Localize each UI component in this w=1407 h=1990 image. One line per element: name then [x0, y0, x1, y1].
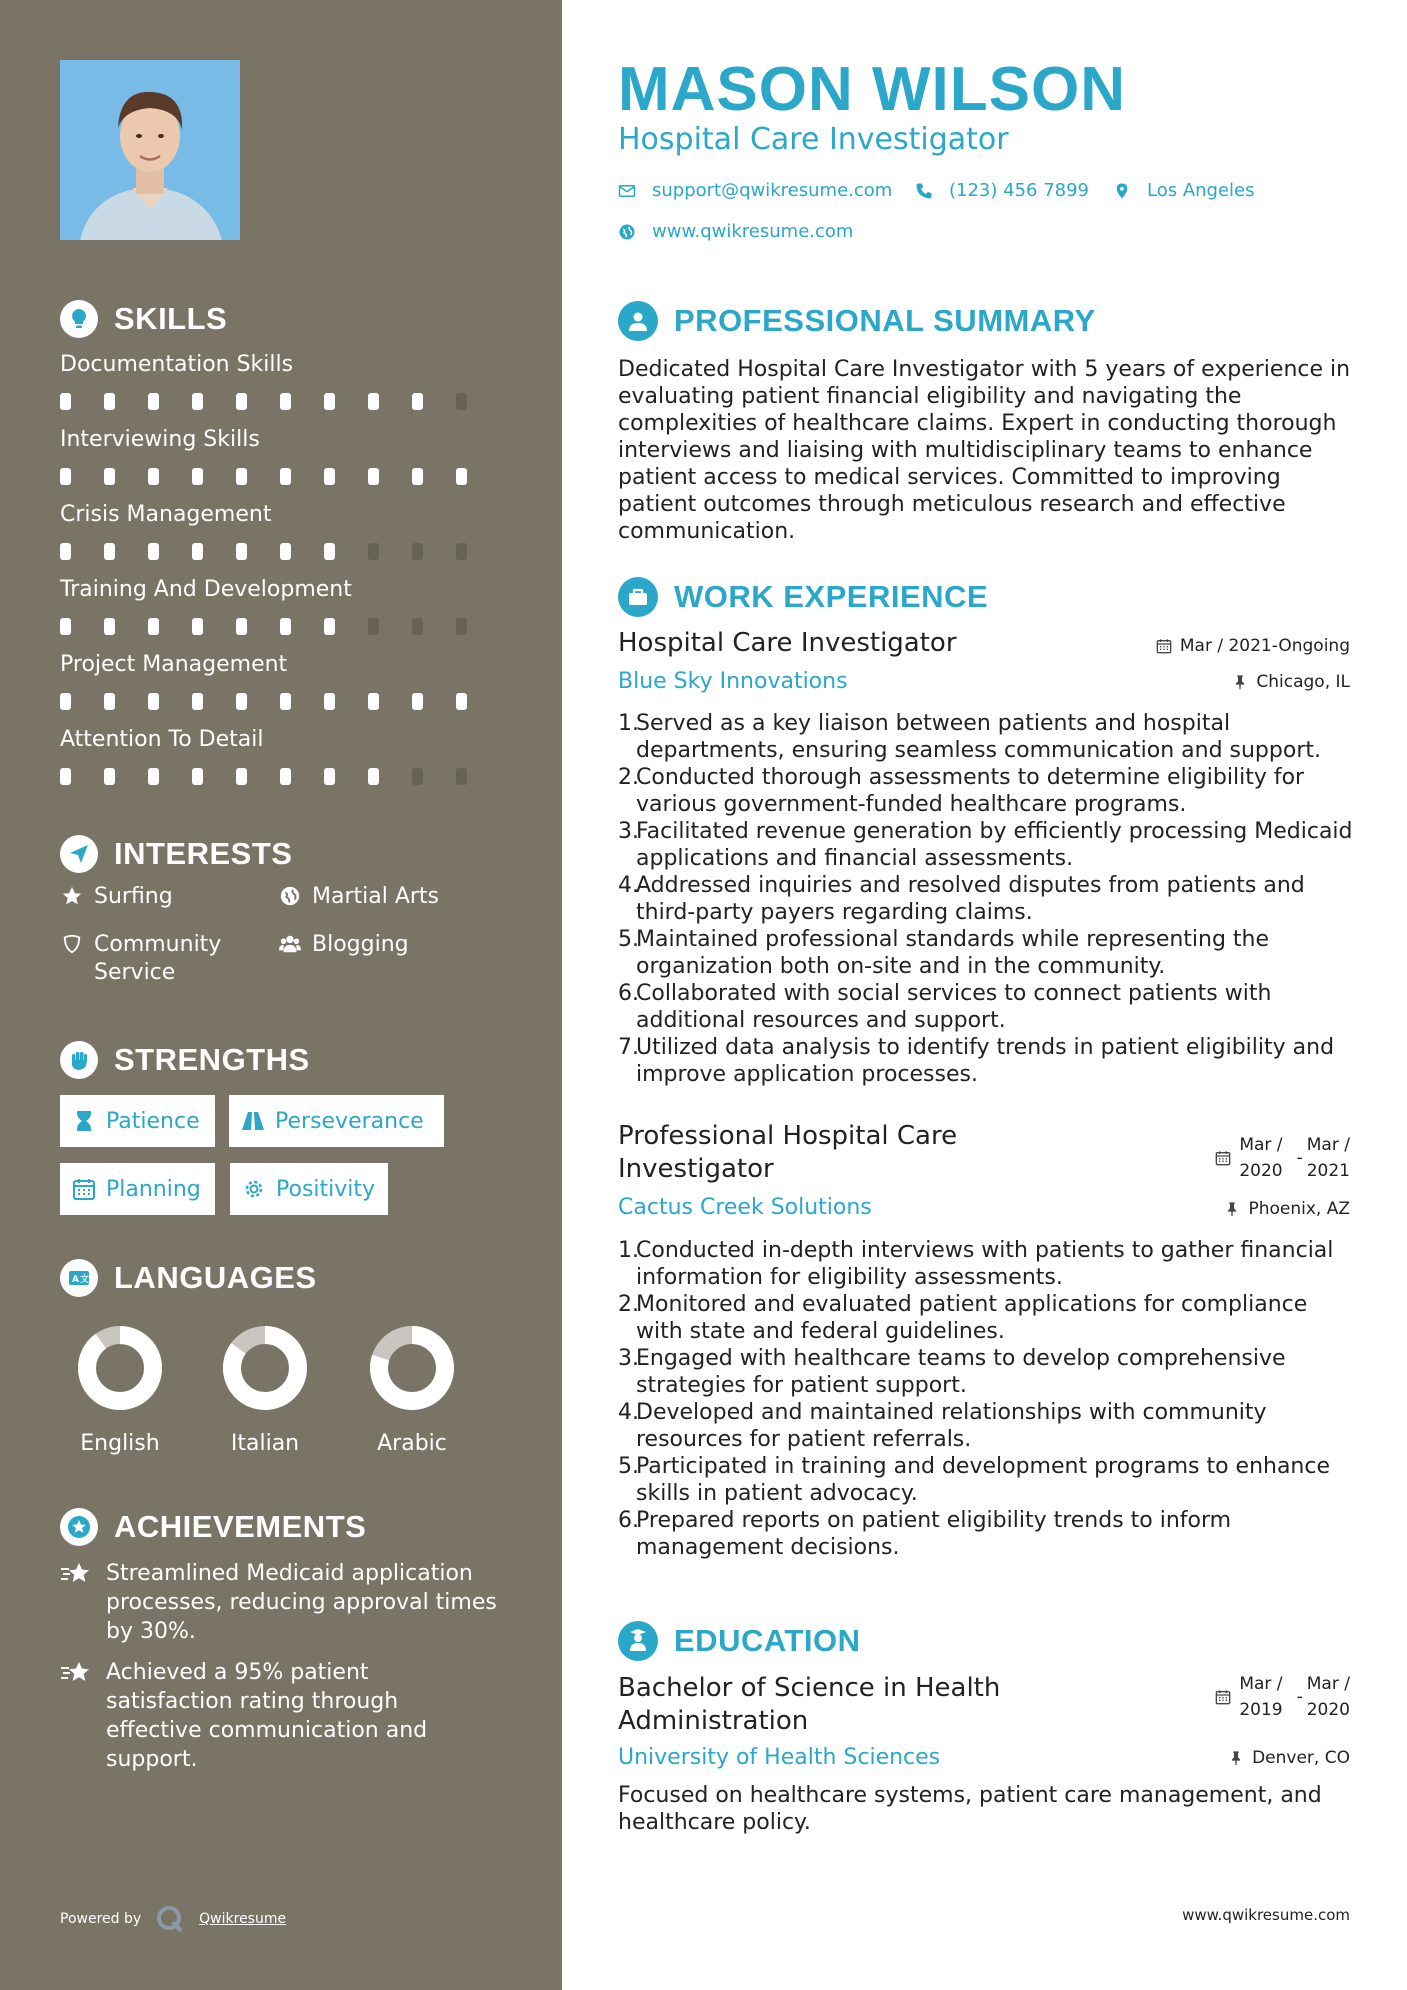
- skill-dot-empty: [456, 618, 467, 635]
- skill-item: [60, 726, 500, 785]
- shield-icon: [60, 931, 84, 987]
- translate-icon: [60, 1259, 98, 1297]
- skill-dot-filled: [368, 468, 379, 485]
- item-text: Collaborated with social services to connect patients with additional resources and support.: [636, 981, 1272, 1033]
- footer-url[interactable]: www.qwikresume.com: [1182, 1906, 1350, 1924]
- skill-dot-filled: [192, 693, 203, 710]
- achievement-text: Achieved a 95% patient satisfaction rating through effective communication and support.: [106, 1660, 428, 1772]
- phone-text: (123) 456 7899: [949, 180, 1090, 201]
- strength-label: Patience: [106, 1108, 200, 1134]
- item-text: Developed and maintained relationships with community resources for patient referrals.: [636, 1400, 1267, 1452]
- calendar-icon: [1215, 1150, 1231, 1166]
- skill-name: Training And Development: [60, 577, 352, 602]
- interest-label: Martial Arts: [312, 884, 440, 909]
- item-number: 5.: [618, 1454, 639, 1479]
- item-number: 3.: [618, 819, 639, 844]
- education-school: University of Health Sciences: [618, 1745, 941, 1770]
- strength-label: Planning: [106, 1176, 201, 1202]
- responsibility-item: [618, 1345, 1358, 1399]
- strength-label: Perseverance: [275, 1108, 424, 1134]
- summary-text: Dedicated Hospital Care Investigator with 5 years of experience in evaluating patient financial eligibility and navigating the complexities of healthcare claims. Expert in conducting thorough interviews and liaising with multidisciplinary teams to enhance patient access to medical services. Committed to improving patient outcomes through meticulous research and effective communication.: [618, 357, 1351, 544]
- responsibility-item: [618, 1034, 1358, 1088]
- strength-patience: [60, 1095, 215, 1147]
- responsibility-item: [618, 764, 1358, 818]
- job-location-text: Chicago, IL: [1256, 672, 1350, 692]
- job-end-month: Mar /: [1306, 1135, 1350, 1155]
- skill-dot-empty: [456, 393, 467, 410]
- skill-dot-filled: [236, 768, 247, 785]
- item-number: 5.: [618, 927, 639, 952]
- job-date: Mar / 2020 - Mar / 2021: [1215, 1132, 1350, 1184]
- skills-heading-label: SKILLS: [114, 301, 228, 336]
- skill-dot-filled: [324, 468, 335, 485]
- job-location: [1224, 1199, 1350, 1219]
- achievements-heading: [60, 1508, 366, 1546]
- contact-website[interactable]: [618, 221, 853, 242]
- candidate-title: Hospital Care Investigator: [618, 122, 1009, 157]
- item-number: 6.: [618, 981, 639, 1006]
- skill-dot-filled: [192, 543, 203, 560]
- skill-dot-empty: [412, 618, 423, 635]
- language-level-arc: [87, 1335, 153, 1401]
- achievement-text: Streamlined Medicaid application processes, reducing approval times by 30%.: [106, 1561, 497, 1644]
- skill-dot-filled: [324, 693, 335, 710]
- responsibility-item: [618, 1399, 1358, 1453]
- skill-dot-filled: [456, 693, 467, 710]
- responsibility-item: [618, 926, 1358, 980]
- calendar-icon: [72, 1177, 96, 1201]
- skill-dot-filled: [192, 393, 203, 410]
- skill-dot-filled: [60, 693, 71, 710]
- skill-dot-filled: [104, 543, 115, 560]
- map-pin-icon: [1113, 182, 1131, 200]
- item-number: 4.: [618, 1400, 639, 1425]
- skill-dot-filled: [412, 468, 423, 485]
- skill-dot-filled: [192, 618, 203, 635]
- item-text: Monitored and evaluated patient applications for compliance with state and federal guidelines.: [636, 1292, 1308, 1344]
- skill-dot-filled: [148, 618, 159, 635]
- item-text: Addressed inquiries and resolved disputes from patients and third-party payers regarding claims.: [636, 873, 1305, 925]
- language-level-ring: [222, 1325, 308, 1411]
- responsibility-item: [618, 1291, 1358, 1345]
- skill-dot-filled: [104, 618, 115, 635]
- skill-dot-filled: [324, 393, 335, 410]
- skill-dot-empty: [412, 543, 423, 560]
- strength-label: Positivity: [276, 1176, 376, 1202]
- job-start-month: Mar /: [1239, 1135, 1283, 1155]
- item-number: 2.: [618, 765, 639, 790]
- skill-item: [60, 351, 500, 410]
- qwikresume-logo-icon: [155, 1904, 185, 1934]
- job-date: [1156, 636, 1350, 656]
- skill-name: Attention To Detail: [60, 727, 264, 752]
- language-name: Arabic: [377, 1431, 447, 1456]
- skill-dot-filled: [60, 393, 71, 410]
- responsibility-item: [618, 818, 1358, 872]
- skill-dot-filled: [412, 393, 423, 410]
- envelope-icon: [618, 182, 636, 200]
- item-number: 2.: [618, 1292, 639, 1317]
- item-number: 4.: [618, 873, 639, 898]
- powered-by: [60, 1904, 286, 1934]
- skill-dot-filled: [60, 468, 71, 485]
- skill-dot-filled: [236, 693, 247, 710]
- responsibility-item: [618, 1507, 1358, 1561]
- responsibility-item: [618, 980, 1358, 1034]
- interest-item-surfing: [60, 883, 173, 911]
- pin-icon: [1232, 674, 1248, 690]
- edu-start-year: 2019: [1239, 1700, 1283, 1720]
- phone-icon: [915, 182, 933, 200]
- experience-heading-label: WORK EXPERIENCE: [674, 579, 989, 614]
- summary-heading: [618, 301, 1096, 341]
- skill-dot-empty: [456, 768, 467, 785]
- job-role-line: Investigator: [618, 1154, 774, 1184]
- pin-icon: [1224, 1201, 1240, 1217]
- skill-dot-filled: [280, 543, 291, 560]
- item-text: Conducted thorough assessments to determine eligibility for various government-funded healthcare programs.: [636, 765, 1305, 817]
- skill-dot-filled: [236, 468, 247, 485]
- strength-positivity: [230, 1163, 388, 1215]
- skill-dot-filled: [324, 543, 335, 560]
- qwikresume-link[interactable]: Qwikresume: [199, 1911, 287, 1927]
- responsibility-item: [618, 1237, 1358, 1291]
- language-level-ring: [369, 1325, 455, 1411]
- sidebar: [0, 0, 562, 1990]
- interest-label: Blogging: [312, 932, 409, 957]
- degree-line: Bachelor of Science in Health: [618, 1673, 1001, 1703]
- language-level-ring: [77, 1325, 163, 1411]
- skill-dot-filled: [324, 768, 335, 785]
- summary-heading-label: PROFESSIONAL SUMMARY: [674, 303, 1096, 338]
- item-number: 1.: [618, 711, 639, 736]
- item-text: Engaged with healthcare teams to develop comprehensive strategies for patient support.: [636, 1346, 1286, 1398]
- strength-perseverance: [229, 1095, 444, 1147]
- achievements-heading-label: ACHIEVEMENTS: [114, 1509, 367, 1544]
- education-location-text: Denver, CO: [1252, 1748, 1350, 1768]
- item-text: Conducted in-depth interviews with patients to gather financial information for eligibility assessments.: [636, 1238, 1334, 1290]
- item-text: Participated in training and development programs to enhance skills in patient advocacy.: [636, 1454, 1331, 1506]
- powered-by-label: Powered by: [60, 1911, 142, 1927]
- skill-dot-filled: [104, 393, 115, 410]
- star-icon: [60, 883, 84, 911]
- skill-rating: [60, 543, 500, 560]
- graduate-icon: [618, 1621, 658, 1661]
- skill-rating: [60, 468, 500, 485]
- item-number: 6.: [618, 1508, 639, 1533]
- contact-phone[interactable]: [915, 180, 1089, 201]
- edu-end-month: Mar /: [1306, 1674, 1350, 1694]
- skill-rating: [60, 768, 500, 785]
- location-text: Los Angeles: [1147, 180, 1255, 201]
- interest-item-blogging: [278, 931, 409, 959]
- skill-dot-filled: [104, 468, 115, 485]
- skill-dot-filled: [280, 468, 291, 485]
- skill-name: Project Management: [60, 652, 288, 677]
- calendar-icon: [1156, 638, 1172, 654]
- language-item: [205, 1325, 325, 1456]
- edu-end-year: 2020: [1306, 1700, 1350, 1720]
- job-role: Hospital Care Investigator: [618, 628, 957, 658]
- star-badge-icon: [60, 1508, 98, 1546]
- skill-dot-filled: [280, 618, 291, 635]
- job-location-text: Phoenix, AZ: [1248, 1199, 1350, 1219]
- briefcase-icon: [618, 577, 658, 617]
- skill-dot-empty: [368, 618, 379, 635]
- skill-dot-filled: [192, 468, 203, 485]
- skill-dot-filled: [280, 768, 291, 785]
- skill-name: Documentation Skills: [60, 352, 294, 377]
- skill-dot-empty: [456, 543, 467, 560]
- skills-heading: [60, 300, 227, 338]
- achievement-item: [60, 1559, 500, 1646]
- gear-icon: [242, 1177, 266, 1201]
- education-location: [1228, 1748, 1350, 1768]
- paper-plane-icon: [60, 835, 98, 873]
- job-company: Blue Sky Innovations: [618, 669, 848, 694]
- language-item: [352, 1325, 472, 1456]
- item-number: 3.: [618, 1346, 639, 1371]
- skill-dot-filled: [60, 618, 71, 635]
- degree-line: Administration: [618, 1706, 809, 1736]
- skill-dot-filled: [148, 768, 159, 785]
- skill-item: [60, 651, 500, 710]
- skill-rating: [60, 693, 500, 710]
- achievement-item: [60, 1658, 500, 1774]
- item-number: 7.: [618, 1035, 639, 1060]
- lightbulb-icon: [60, 300, 98, 338]
- interest-label: Surfing: [94, 884, 173, 909]
- language-item: [60, 1325, 180, 1456]
- road-icon: [241, 1109, 265, 1133]
- svg-text:A: A: [72, 1275, 80, 1285]
- experience-heading: [618, 577, 988, 617]
- interests-heading: [60, 835, 292, 873]
- item-number: 1.: [618, 1238, 639, 1263]
- interests-heading-label: INTERESTS: [114, 836, 293, 871]
- shooting-star-icon: [60, 1658, 94, 1774]
- skill-dot-filled: [148, 693, 159, 710]
- skill-rating: [60, 393, 500, 410]
- skill-item: [60, 501, 500, 560]
- language-name: English: [80, 1431, 160, 1456]
- calendar-icon: [1215, 1689, 1231, 1705]
- job-location: [1232, 672, 1350, 692]
- interest-label: Community Service: [94, 932, 222, 985]
- skill-name: Interviewing Skills: [60, 427, 260, 452]
- hourglass-icon: [72, 1109, 96, 1133]
- skill-dot-filled: [368, 693, 379, 710]
- skill-dot-filled: [60, 543, 71, 560]
- skill-dot-filled: [368, 768, 379, 785]
- contact-location: [1113, 180, 1255, 201]
- job-start-year: 2020: [1239, 1161, 1283, 1181]
- job-company: Cactus Creek Solutions: [618, 1195, 872, 1220]
- fist-icon: [60, 1041, 98, 1079]
- skill-dot-filled: [324, 618, 335, 635]
- user-icon: [618, 301, 658, 341]
- responsibility-item: [618, 710, 1358, 764]
- website-text: www.qwikresume.com: [652, 221, 854, 242]
- skill-dot-filled: [104, 693, 115, 710]
- education-degree: [618, 1672, 1000, 1738]
- languages-heading-label: LANGUAGES: [114, 1260, 317, 1295]
- skill-dot-empty: [412, 768, 423, 785]
- skill-item: [60, 576, 500, 635]
- interest-item-martial-arts: [278, 883, 439, 911]
- education-description: Focused on healthcare systems, patient care management, and healthcare policy.: [618, 1783, 1322, 1835]
- main-content: [562, 0, 1407, 1990]
- skill-name: Crisis Management: [60, 502, 272, 527]
- skill-dot-filled: [412, 693, 423, 710]
- job-responsibilities: [618, 1237, 1358, 1561]
- job-role: [618, 1120, 957, 1186]
- globe-icon: [278, 883, 302, 911]
- candidate-name: MASON WILSON: [618, 55, 1126, 124]
- skill-dot-filled: [456, 468, 467, 485]
- job-responsibilities: [618, 710, 1358, 1088]
- skill-dot-filled: [148, 543, 159, 560]
- strengths-heading-label: STRENGTHS: [114, 1042, 310, 1077]
- skill-dot-filled: [368, 393, 379, 410]
- skill-dot-filled: [148, 468, 159, 485]
- item-text: Facilitated revenue generation by efficiently processing Medicaid applications and financial assessments.: [636, 819, 1353, 871]
- skill-item: [60, 426, 500, 485]
- skill-dot-filled: [236, 543, 247, 560]
- skill-dot-filled: [104, 768, 115, 785]
- languages-heading: [60, 1259, 317, 1297]
- skill-dot-filled: [236, 618, 247, 635]
- profile-photo: [60, 60, 240, 240]
- item-text: Prepared reports on patient eligibility trends to inform management decisions.: [636, 1508, 1232, 1560]
- education-date: Mar / 2019 - Mar / 2020: [1215, 1671, 1350, 1723]
- education-heading-label: EDUCATION: [674, 1623, 861, 1658]
- globe-icon: [618, 223, 636, 241]
- language-name: Italian: [230, 1431, 300, 1456]
- users-icon: [278, 931, 302, 959]
- skill-dot-filled: [236, 393, 247, 410]
- pin-icon: [1228, 1750, 1244, 1766]
- shooting-star-icon: [60, 1559, 94, 1646]
- strengths-heading: [60, 1041, 310, 1079]
- responsibility-item: [618, 872, 1358, 926]
- job-role-line: Professional Hospital Care: [618, 1121, 958, 1151]
- skill-rating: [60, 618, 500, 635]
- skill-dot-empty: [368, 543, 379, 560]
- skill-dot-filled: [192, 768, 203, 785]
- responsibility-item: [618, 1453, 1358, 1507]
- item-text: Served as a key liaison between patients and hospital departments, ensuring seamless communication and support.: [636, 711, 1321, 763]
- skill-dot-filled: [60, 768, 71, 785]
- skill-dot-filled: [148, 393, 159, 410]
- job-end-year: 2021: [1306, 1161, 1350, 1181]
- job-date-text: Mar / 2021-Ongoing: [1179, 636, 1350, 656]
- contact-email[interactable]: [618, 180, 892, 201]
- edu-start-month: Mar /: [1239, 1674, 1283, 1694]
- skill-dot-filled: [280, 693, 291, 710]
- strength-planning: [60, 1163, 215, 1215]
- svg-text:文: 文: [80, 1275, 90, 1285]
- interest-item-community-service: [60, 931, 260, 987]
- education-heading: [618, 1621, 860, 1661]
- item-text: Maintained professional standards while representing the organization both on-site and in the community.: [636, 927, 1270, 979]
- email-text: support@qwikresume.com: [652, 180, 893, 201]
- item-text: Utilized data analysis to identify trends in patient eligibility and improve application processes.: [636, 1035, 1335, 1087]
- skill-dot-filled: [280, 393, 291, 410]
